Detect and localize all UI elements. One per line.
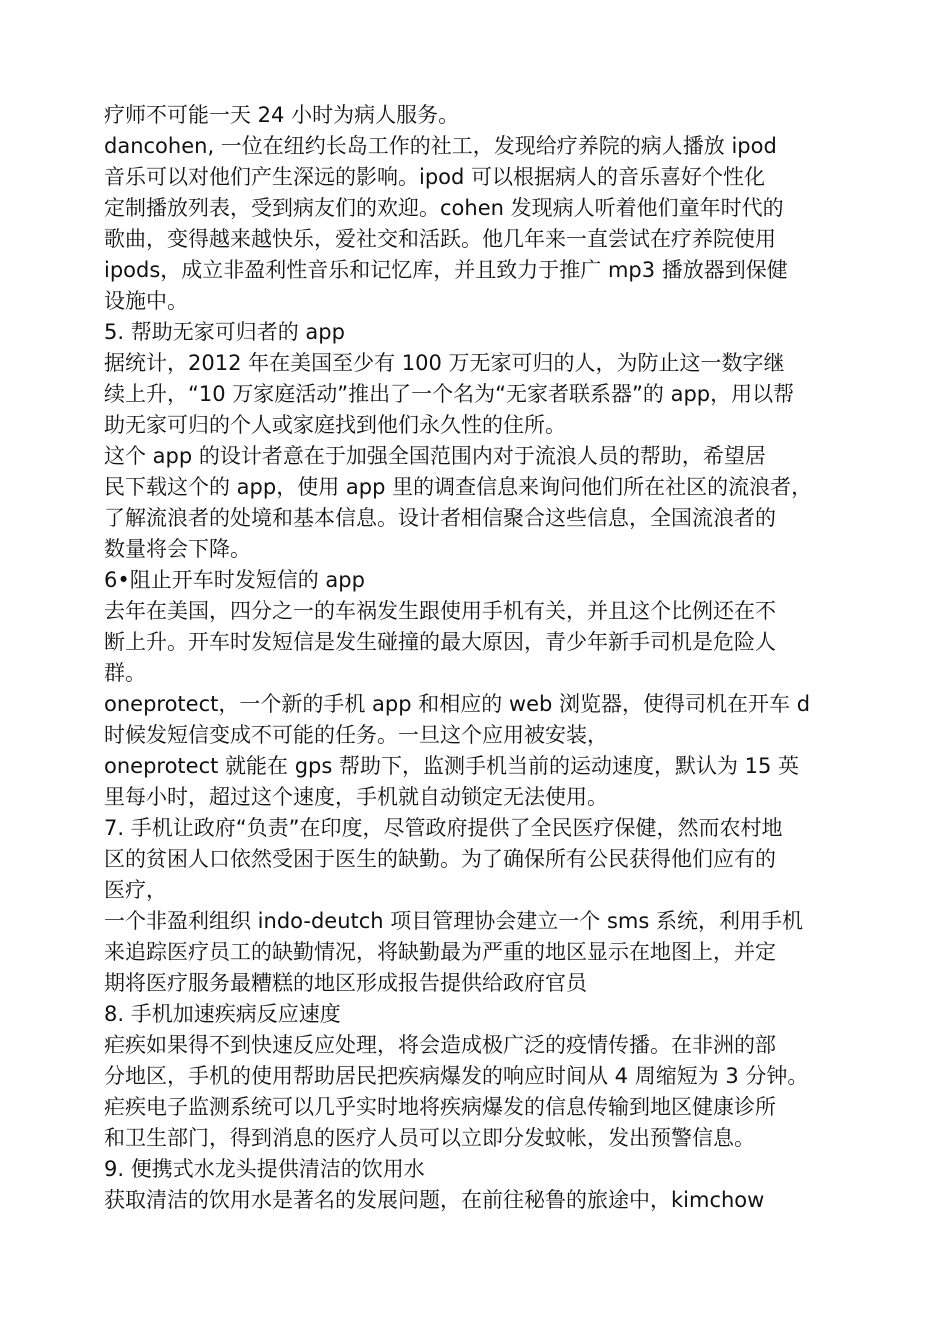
text-line: ipods，成立非盈利性音乐和记忆库，并且致力于推广 mp3 播放器到保健 bbox=[104, 258, 788, 282]
section-heading-7: 7. 手机让政府“负责”在印度，尽管政府提供了全民医疗保健，然而农村地 bbox=[104, 816, 783, 840]
text-line: 一个非盈利组织 indo-deutch 项目管理协会建立一个 sms 系统，利用手机 bbox=[104, 909, 803, 933]
text-line: 续上升，“10 万家庭活动”推出了一个名为“无家者联系器”的 app，用以帮 bbox=[104, 382, 795, 406]
text-line: 据统计，2012 年在美国至少有 100 万无家可归的人，为防止这一数字继 bbox=[104, 351, 785, 375]
text-line: 数量将会下降。 bbox=[104, 537, 251, 561]
text-line: 音乐可以对他们产生深远的影响。ipod 可以根据病人的音乐喜好个性化 bbox=[104, 165, 766, 189]
text-line: 疟疾如果得不到快速反应处理，将会造成极广泛的疫情传播。在非洲的部 bbox=[104, 1033, 776, 1057]
text-line: 获取清洁的饮用水是著名的发展问题，在前往秘鲁的旅途中，kimchow bbox=[104, 1188, 765, 1212]
text-line: 群。 bbox=[104, 661, 146, 685]
text-line: 来追踪医疗员工的缺勤情况，将缺勤最为严重的地区显示在地图上，并定 bbox=[104, 940, 776, 964]
text-line: 去年在美国，四分之一的车祸发生跟使用手机有关，并且这个比例还在不 bbox=[104, 599, 776, 623]
section-heading-6: 6•阻止开车时发短信的 app bbox=[104, 568, 365, 592]
section-heading-8: 8. 手机加速疾病反应速度 bbox=[104, 1002, 341, 1026]
text-line: 时候发短信变成不可能的任务。一旦这个应用被安装， bbox=[104, 723, 608, 747]
text-line: 分地区，手机的使用帮助居民把疾病爆发的响应时间从 4 周缩短为 3 分钟。 bbox=[104, 1064, 809, 1088]
text-line: 定制播放列表，受到病友们的欢迎。cohen 发现病人听着他们童年时代的 bbox=[104, 196, 784, 220]
text-line: 了解流浪者的处境和基本信息。设计者相信聚合这些信息，全国流浪者的 bbox=[104, 506, 776, 530]
text-line: oneprotect，一个新的手机 app 和相应的 web 浏览器，使得司机在开车 d bbox=[104, 692, 811, 716]
section-heading-5: 5. 帮助无家可归者的 app bbox=[104, 320, 345, 344]
text-line: 里每小时，超过这个速度，手机就自动锁定无法使用。 bbox=[104, 785, 608, 809]
text-line: 疗师不可能一天 24 小时为病人服务。 bbox=[104, 103, 460, 127]
text-line: 医疗， bbox=[104, 878, 167, 902]
text-line: dancohen, 一位在纽约长岛工作的社工，发现给疗养院的病人播放 ipod bbox=[104, 134, 777, 158]
body-text bbox=[104, 100, 874, 1216]
text-line: 断上升。开车时发短信是发生碰撞的最大原因，青少年新手司机是危险人 bbox=[104, 630, 776, 654]
text-line: 歌曲，变得越来越快乐，爱社交和活跃。他几年来一直尝试在疗养院使用 bbox=[104, 227, 776, 251]
text-line: 期将医疗服务最糟糕的地区形成报告提供给政府官员 bbox=[104, 971, 587, 995]
text-line: 这个 app 的设计者意在于加强全国范围内对于流浪人员的帮助，希望居 bbox=[104, 444, 766, 468]
text-line: 区的贫困人口依然受困于医生的缺勤。为了确保所有公民获得他们应有的 bbox=[104, 847, 776, 871]
text-line: 助无家可归的个人或家庭找到他们永久性的住所。 bbox=[104, 413, 566, 437]
section-heading-9: 9. 便携式水龙头提供清洁的饮用水 bbox=[104, 1157, 425, 1181]
text-line: 和卫生部门，得到消息的医疗人员可以立即分发蚊帐，发出预警信息。 bbox=[104, 1126, 755, 1150]
text-line: 疟疾电子监测系统可以几乎实时地将疾病爆发的信息传输到地区健康诊所 bbox=[104, 1095, 776, 1119]
text-line: 设施中。 bbox=[104, 289, 188, 313]
text-line: 民下载这个的 app，使用 app 里的调查信息来询问他们所在社区的流浪者， bbox=[104, 475, 813, 499]
text-line: oneprotect 就能在 gps 帮助下，监测手机当前的运动速度，默认为 15 英 bbox=[104, 754, 800, 778]
